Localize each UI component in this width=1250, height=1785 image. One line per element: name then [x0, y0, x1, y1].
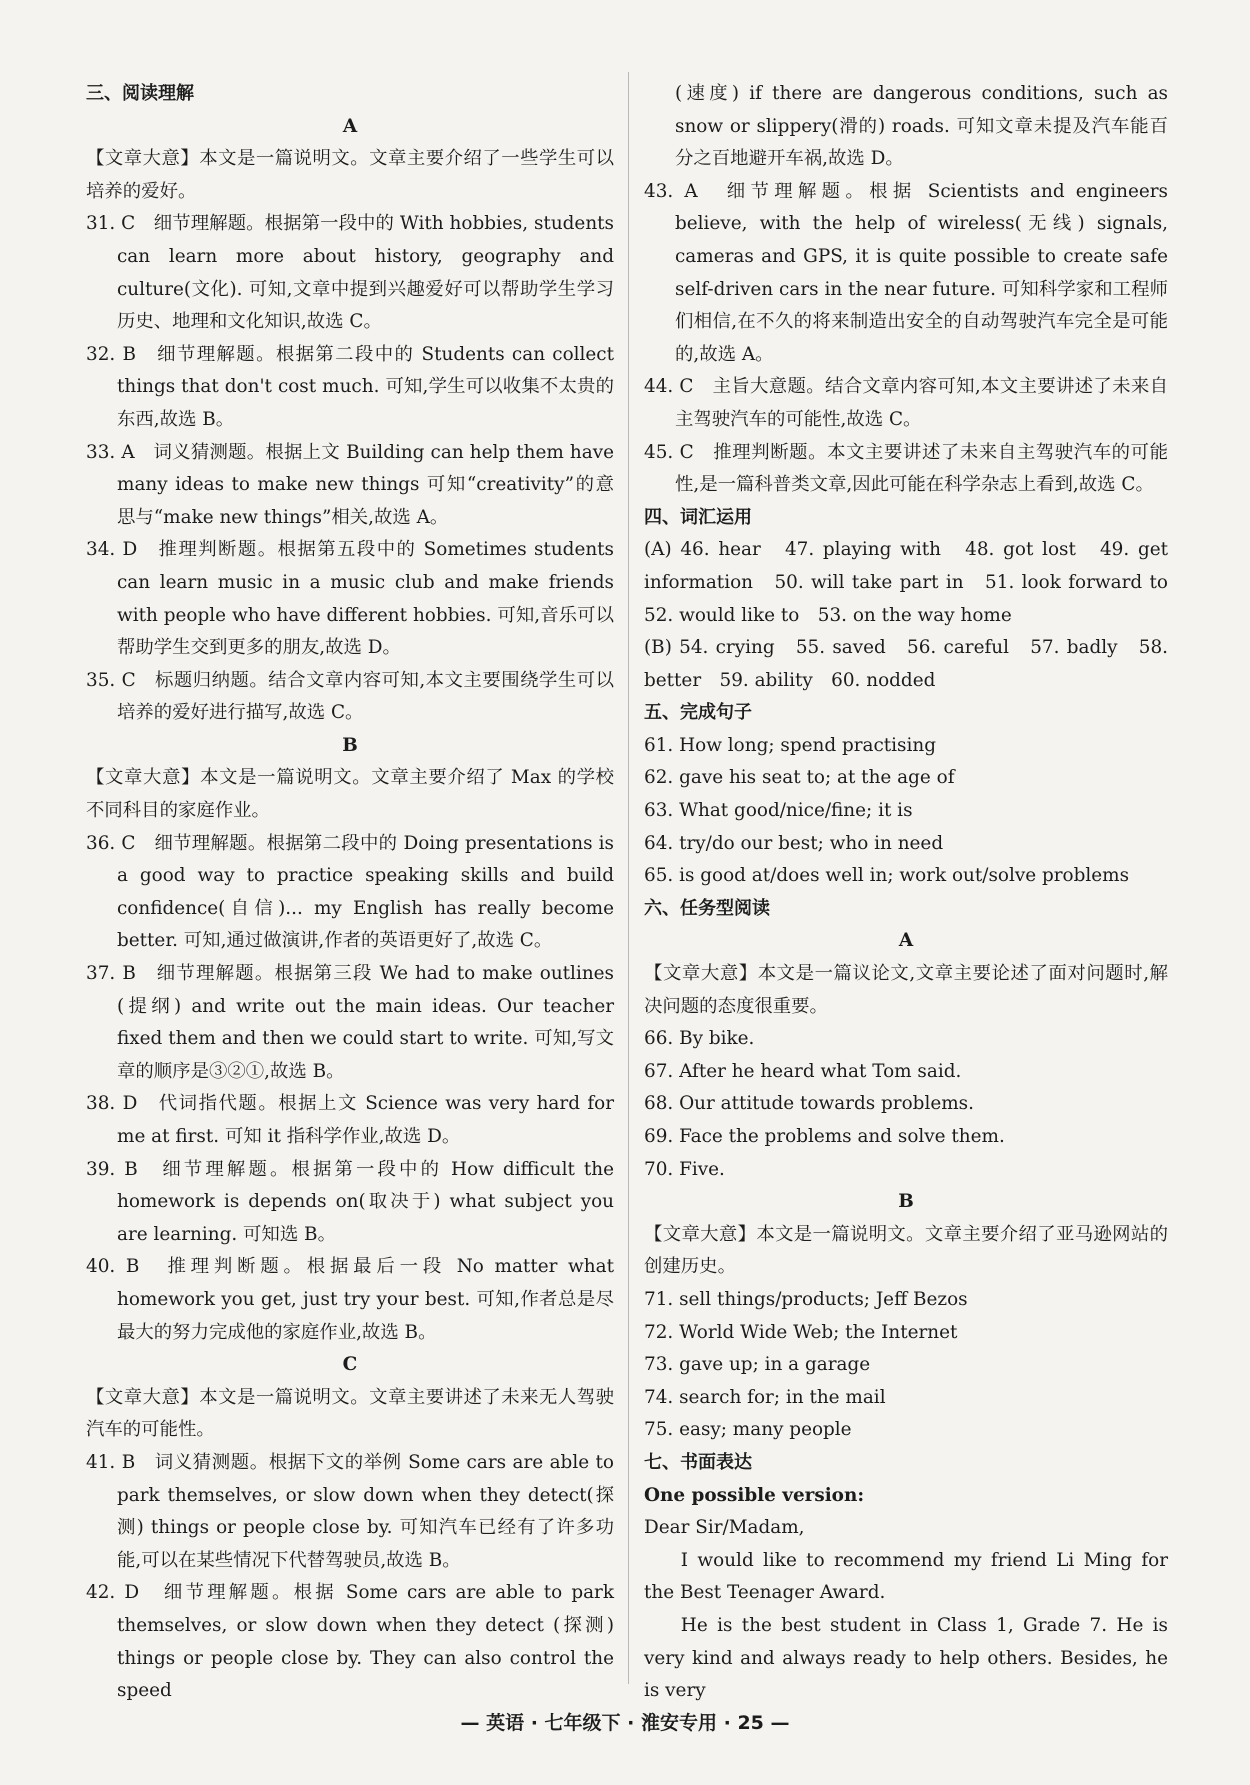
answer-31: 31. C 细节理解题。根据第一段中的 With hobbies, students can learn more about history, geography and culture(文化). 可知,文章中提到兴趣爱好可以帮助学生学习历史、地理和文化知识,故选 C。 [86, 213, 614, 333]
answer-43: 43. A 细节理解题。根据 Scientists and engineers believe, with the help of wireless(无线) signals, cameras and GPS, it is quite possible to create safe self-driven cars in the near future. 可知科学家和工程师们相信,在不久的将来制造出安全的自动驾驶汽车完全是可能的,故选 A。 [644, 180, 1168, 365]
task-66: 66. By bike. [644, 1028, 755, 1050]
vocab-group-a: (A) 46. hear 47. playing with 48. got lost 49. get information 50. will take part in 51. look forward to 52. would like to 53. on the way home [644, 539, 1187, 626]
part-c-label: C [342, 1354, 358, 1376]
task-74: 74. search for; in the mail [644, 1386, 886, 1408]
sentence-63: 63. What good/nice/fine; it is [644, 800, 913, 822]
answer-42: 42. D 细节理解题。根据 Some cars are able to park themselves, or slow down when they detect (探测) things or people close by. They can also control the speed [86, 1582, 614, 1702]
task-71: 71. sell things/products; Jeff Bezos [644, 1288, 968, 1310]
answer-33: 33. A 词义猜测题。根据上文 Building can help them have many ideas to make new things 可知“creativity”的意思与“make new things”相关,故选 A。 [86, 441, 614, 528]
answer-36: 36. C 细节理解题。根据第二段中的 Doing presentations is a good way to practice speaking skills and build confidence(自信)... my English has really become better. 可知,通过做演讲,作者的英语更好了,故选 C。 [86, 832, 614, 952]
section-heading-task-reading: 六、任务型阅读 [644, 897, 770, 919]
answer-40: 40. B 推理判断题。根据最后一段 No matter what homework you get, just try your best. 可知,作者总是尽最大的努力完成他的家庭作业,故选 B。 [86, 1256, 614, 1343]
task-part-a-label: A [898, 930, 914, 952]
task-summary-b: 【文章大意】本文是一篇说明文。文章主要介绍了亚马逊网站的创建历史。 [644, 1223, 1168, 1278]
right-column [644, 78, 1187, 1708]
task-69: 69. Face the problems and solve them. [644, 1126, 1005, 1147]
part-b-label: B [342, 734, 358, 756]
column-divider [628, 72, 629, 1684]
page-footer: — 英语 · 七年级下 · 淮安专用 · 25 — [460, 1712, 790, 1734]
section-heading-vocabulary: 四、词汇运用 [644, 506, 752, 528]
answer-42-continued: (速度) if there are dangerous conditions, such as snow or slippery(滑的) roads. 可知文章未提及汽车能百分之百地避开车祸,故选 D。 [675, 83, 1168, 170]
answer-37: 37. B 细节理解题。根据第三段 We had to make outlines (提纲) and write out the main ideas. Our teacher fixed them and then we could start to write. 可知,写文章的顺序是③②①,故选 B。 [86, 963, 614, 1082]
writing-greeting: Dear Sir/Madam, [644, 1517, 805, 1539]
answer-41: 41. B 词义猜测题。根据下文的举例 Some cars are able to park themselves, or slow down when they detect(探测) things or people close by. 可知汽车已经有了许多功能,可以在某些情况下代替驾驶员,故选 B。 [86, 1451, 614, 1571]
task-75: 75. easy; many people [644, 1419, 852, 1441]
summary-a: 【文章大意】本文是一篇说明文。文章主要介绍了一些学生可以培养的爱好。 [86, 148, 614, 202]
answer-34: 34. D 推理判断题。根据第五段中的 Sometimes students can learn music in a music club and make friends with people who have different hobbies. 可知,音乐可以帮助学生交到更多的朋友,故选 D。 [86, 539, 614, 659]
section-heading-reading: 三、阅读理解 [86, 83, 194, 104]
summary-c: 【文章大意】本文是一篇说明文。文章主要讲述了未来无人驾驶汽车的可能性。 [86, 1386, 614, 1441]
answer-44: 44. C 主旨大意题。结合文章内容可知,本文主要讲述了未来自主驾驶汽车的可能性,故选 C。 [644, 376, 1168, 430]
part-a-label: A [342, 115, 358, 137]
section-heading-sentences: 五、完成句子 [644, 702, 752, 724]
sentence-64: 64. try/do our best; who in need [644, 832, 944, 854]
sentence-62: 62. gave his seat to; at the age of [644, 767, 955, 789]
task-part-b-label: B [898, 1191, 914, 1213]
task-73: 73. gave up; in a garage [644, 1354, 871, 1376]
writing-paragraph-1: I would like to recommend my friend Li Ming for the Best Teenager Award. [644, 1549, 1168, 1604]
writing-paragraph-2: He is the best student in Class 1, Grade 7. He is very kind and always ready to help others. Besides, he is very [644, 1614, 1168, 1702]
answer-45: 45. C 推理判断题。本文主要讲述了未来自主驾驶汽车的可能性,是一篇科普类文章,因此可能在科学杂志上看到,故选 C。 [644, 441, 1168, 496]
vocab-group-b: (B) 54. crying 55. saved 56. careful 57. badly 58. better 59. ability 60. nodded [644, 637, 1168, 691]
left-column [86, 78, 614, 1708]
task-67: 67. After he heard what Tom said. [644, 1060, 962, 1082]
sentence-61: 61. How long; spend practising [644, 734, 936, 756]
answer-39: 39. B 细节理解题。根据第一段中的 How difficult the homework is depends on(取决于) what subject you are learning. 可知选 B。 [86, 1158, 614, 1245]
task-68: 68. Our attitude towards problems. [644, 1093, 974, 1115]
task-72: 72. World Wide Web; the Internet [644, 1321, 958, 1343]
section-heading-writing: 七、书面表达 [644, 1451, 752, 1473]
answer-35: 35. C 标题归纳题。结合文章内容可知,本文主要围绕学生可以培养的爱好进行描写,故选 C。 [86, 669, 614, 724]
task-summary-a: 【文章大意】本文是一篇议论文,文章主要论述了面对问题时,解决问题的态度很重要。 [644, 963, 1168, 1017]
sentence-65: 65. is good at/does well in; work out/solve problems [644, 865, 1130, 887]
answer-38: 38. D 代词指代题。根据上文 Science was very hard for me at first. 可知 it 指科学作业,故选 D。 [86, 1093, 614, 1147]
task-70: 70. Five. [644, 1158, 725, 1180]
writing-version-label: One possible version: [644, 1484, 865, 1506]
summary-b: 【文章大意】本文是一篇说明文。文章主要介绍了 Max 的学校不同科目的家庭作业。 [86, 767, 614, 822]
answer-32: 32. B 细节理解题。根据第二段中的 Students can collect things that don't cost much. 可知,学生可以收集不太贵的东西,故选 B。 [86, 343, 614, 430]
